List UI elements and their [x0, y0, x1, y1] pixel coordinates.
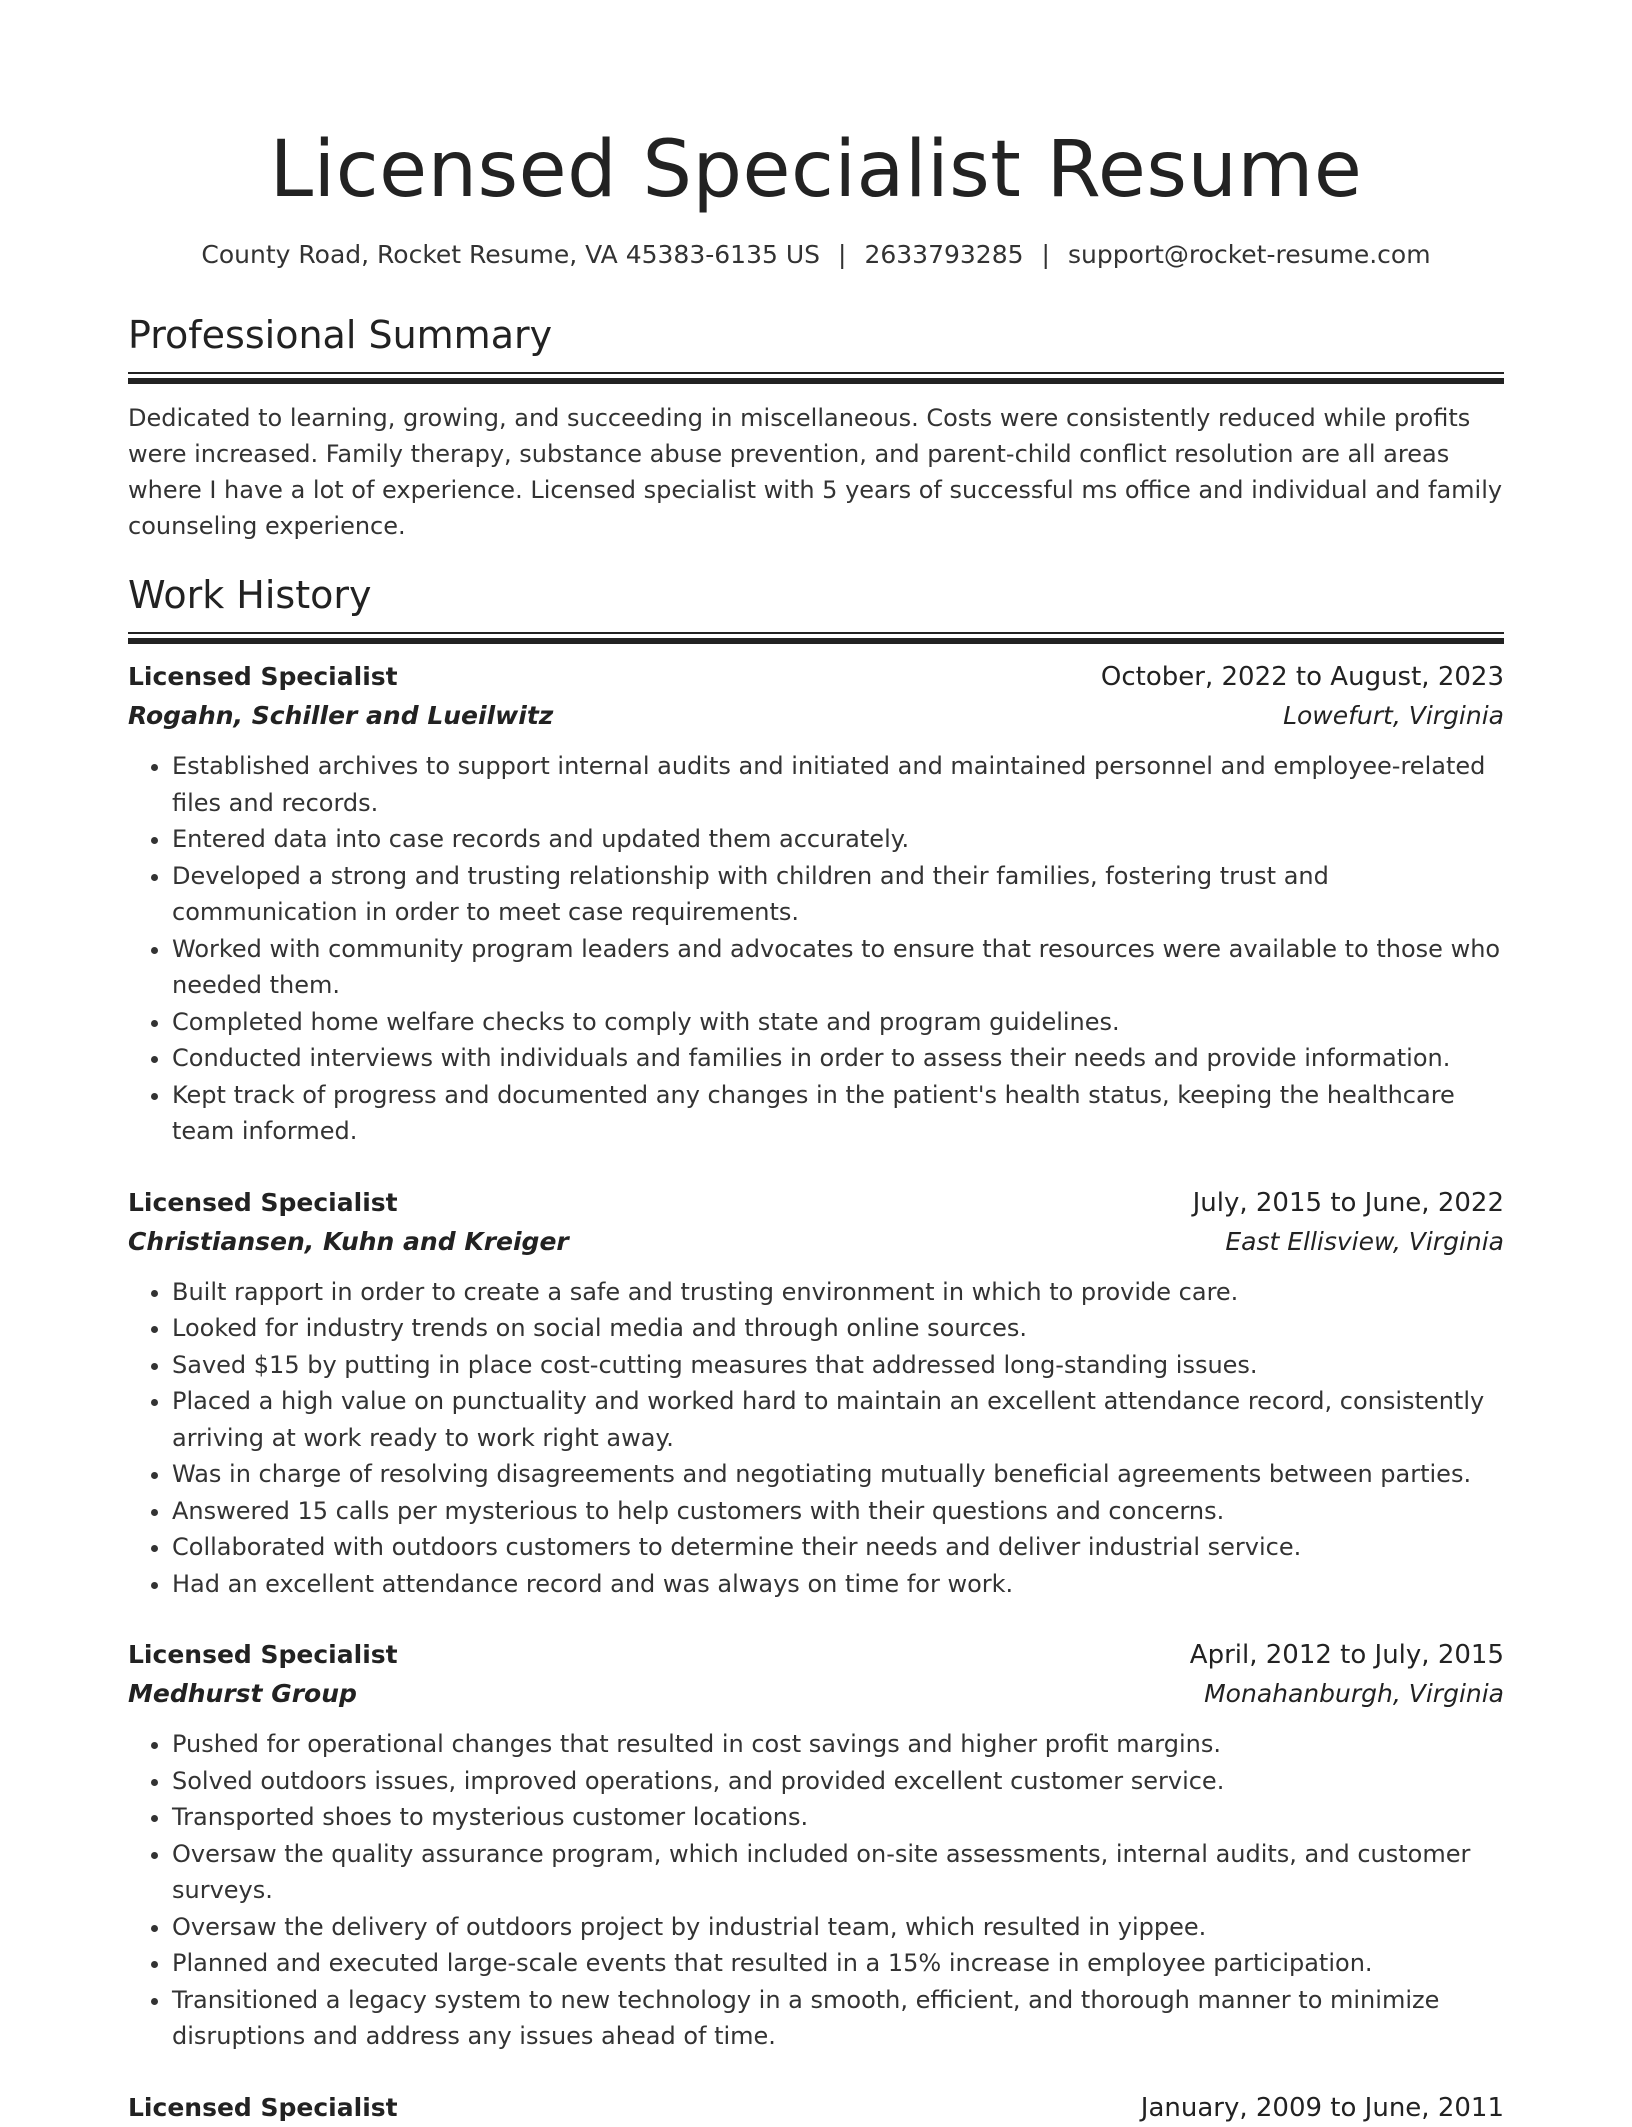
- job-title: Licensed Specialist: [128, 2092, 398, 2122]
- contact-separator: |: [1041, 240, 1050, 269]
- list-item: • Kept track of progress and documented any changes in the patient's health status, keeping the healthcare team informed.: [172, 1077, 1504, 1150]
- list-item: • Placed a high value on punctuality and worked hard to maintain an excellent attendance record, consistently arriving at work ready to work right away.: [172, 1383, 1504, 1456]
- list-item: • Looked for industry trends on social media and through online sources.: [172, 1310, 1504, 1347]
- job-location: Lowefurt, Virginia: [1283, 701, 1504, 730]
- list-item: • Collaborated with outdoors customers to determine their needs and deliver industrial service.: [172, 1529, 1504, 1566]
- job-company-row: [128, 1222, 1504, 1262]
- job-title: Licensed Specialist: [128, 662, 398, 691]
- job-header-row: [128, 658, 1504, 696]
- job-entry: [128, 1184, 1504, 1603]
- list-item: • Conducted interviews with individuals and families in order to assess their needs and provide information.: [172, 1040, 1504, 1077]
- job-company-row: [128, 1674, 1504, 1714]
- summary-heading: Professional Summary: [128, 313, 553, 357]
- list-item: • Entered data into case records and updated them accurately.: [172, 821, 1504, 858]
- list-item: • Had an excellent attendance record and was always on time for work.: [172, 1566, 1504, 1603]
- job-title: Licensed Specialist: [128, 1640, 398, 1669]
- list-item: • Saved $15 by putting in place cost-cutting measures that addressed long-standing issues.: [172, 1347, 1504, 1384]
- job-company: Christiansen, Kuhn and Kreiger: [128, 1226, 569, 1256]
- section-divider: [128, 632, 1504, 644]
- job-entry: [128, 1636, 1504, 2055]
- list-item: • Solved outdoors issues, improved operations, and provided excellent customer service.: [172, 1763, 1504, 1800]
- job-entry: [128, 658, 1504, 1150]
- list-item: • Planned and executed large-scale events that resulted in a 15% increase in employee participation.: [172, 1945, 1504, 1982]
- section-divider: [128, 372, 1504, 384]
- job-dates: July, 2015 to June, 2022: [1192, 1187, 1504, 1218]
- list-item: • Was in charge of resolving disagreements and negotiating mutually beneficial agreements between parties.: [172, 1456, 1504, 1493]
- summary-text: Dedicated to learning, growing, and succeeding in miscellaneous. Costs were consistently reduced while profits were increased. Family therapy, substance abuse prevention, and parent-child conflict resolution are all areas where I have a lot of experience. Licensed specialist with 5 years of successful ms office and individual and family counseling experience.: [128, 404, 1503, 540]
- job-duties-list: [128, 748, 1504, 1150]
- job-company-row: [128, 696, 1504, 736]
- list-item: • Transitioned a legacy system to new technology in a smooth, efficient, and thorough manner to minimize disruptions and address any issues ahead of time.: [172, 1982, 1504, 2055]
- list-item: • Built rapport in order to create a safe and trusting environment in which to provide care.: [172, 1274, 1504, 1311]
- job-duties-list: [128, 1726, 1504, 2055]
- job-company: Medhurst Group: [128, 1679, 357, 1708]
- work-history-list: [128, 658, 1504, 2127]
- list-item: • Answered 15 calls per mysterious to help customers with their questions and concerns.: [172, 1493, 1504, 1530]
- list-item: • Developed a strong and trusting relationship with children and their families, fostering trust and communication in order to meet case requirements.: [172, 858, 1504, 931]
- contact-phone: 2633793285: [864, 240, 1024, 269]
- work-history-heading: Work History: [128, 573, 372, 617]
- list-item: • Worked with community program leaders and advocates to ensure that resources were available to those who needed them.: [172, 931, 1504, 1004]
- list-item: • Established archives to support internal audits and initiated and maintained personnel and employee-related files and records.: [172, 748, 1504, 821]
- job-company: Rogahn, Schiller and Lueilwitz: [128, 701, 554, 730]
- job-dates: April, 2012 to July, 2015: [1189, 1640, 1504, 1670]
- contact-address: County Road, Rocket Resume, VA 45383-6135 US: [201, 240, 821, 269]
- job-location: East Ellisview, Virginia: [1225, 1226, 1504, 1256]
- resume-page: [128, 0, 1504, 2127]
- job-header-row: [128, 2089, 1504, 2127]
- contact-line: [128, 238, 1504, 272]
- list-item: • Oversaw the delivery of outdoors project by industrial team, which resulted in yippee.: [172, 1909, 1504, 1946]
- list-item: • Completed home welfare checks to comply with state and program guidelines.: [172, 1004, 1504, 1041]
- resume-title: Licensed Specialist Resume: [269, 125, 1363, 215]
- list-item: • Pushed for operational changes that resulted in cost savings and higher profit margins.: [172, 1726, 1504, 1763]
- job-duties-list: [128, 1274, 1504, 1603]
- job-dates: October, 2022 to August, 2023: [1100, 662, 1504, 692]
- contact-separator: |: [838, 240, 847, 269]
- job-location: Monahanburgh, Virginia: [1204, 1679, 1504, 1708]
- job-header-row: [128, 1636, 1504, 1674]
- job-entry: [128, 2089, 1504, 2127]
- contact-email: support@rocket-resume.com: [1067, 240, 1431, 269]
- job-title: Licensed Specialist: [128, 1187, 398, 1217]
- job-dates: January, 2009 to June, 2011: [1140, 2092, 1504, 2123]
- job-header-row: [128, 1184, 1504, 1222]
- list-item: • Oversaw the quality assurance program, which included on-site assessments, internal audits, and customer surveys.: [172, 1836, 1504, 1909]
- list-item: • Transported shoes to mysterious customer locations.: [172, 1799, 1504, 1836]
